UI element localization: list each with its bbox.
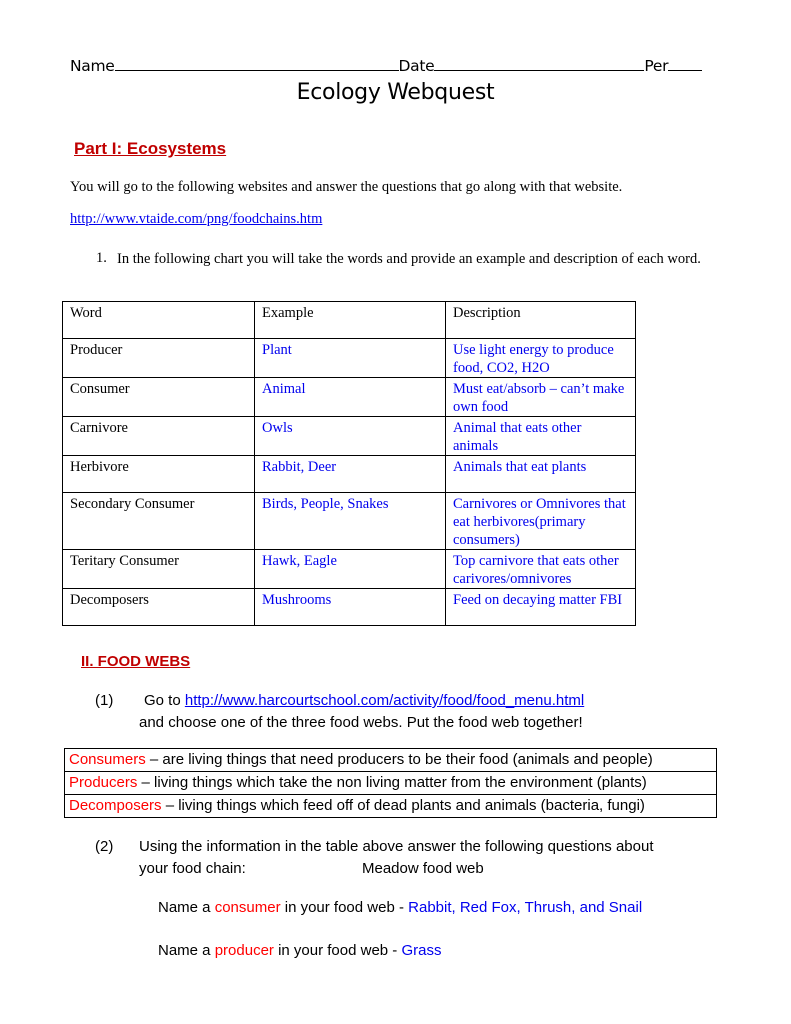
item-2-number: (2)	[95, 838, 114, 855]
example-cell[interactable]: Plant	[255, 339, 446, 378]
definition-term: Decomposers	[69, 797, 162, 814]
table-row	[63, 339, 636, 378]
harcourt-link[interactable]: http://www.harcourtschool.com/activity/food/food_menu.html	[184, 692, 585, 709]
question-1-number: 1.	[96, 250, 107, 266]
description-cell[interactable]: Top carnivore that eats other carivores/omnivores	[446, 550, 636, 589]
question-1-text: In the following chart you will take the words and provide an example and description of each word.	[117, 251, 701, 267]
description-cell[interactable]: Feed on decaying matter FBI	[446, 589, 636, 626]
part2-heading: II. FOOD WEBS	[81, 653, 191, 670]
description-cell[interactable]: Animal that eats other animals	[446, 417, 636, 456]
example-cell[interactable]: Animal	[255, 378, 446, 417]
description-cell[interactable]: Animals that eat plants	[446, 456, 636, 493]
food-web-name: Meadow food web	[362, 860, 484, 877]
table-row	[63, 493, 636, 550]
terms-table	[62, 301, 636, 626]
consumer-answer-line	[158, 899, 642, 916]
item-1-prefix: Go to	[144, 692, 185, 709]
example-cell[interactable]: Rabbit, Deer	[255, 456, 446, 493]
header-line	[70, 56, 702, 75]
part1-heading: Part I: Ecosystems	[74, 139, 227, 158]
table-row	[63, 417, 636, 456]
description-cell[interactable]: Use light energy to produce food, CO2, H2O	[446, 339, 636, 378]
answer-prefix: Name a	[158, 942, 215, 959]
definition-text: – are living things that need producers to be their food (animals and people)	[145, 751, 653, 768]
date-blank[interactable]	[434, 56, 644, 71]
page-title: Ecology Webquest	[296, 80, 495, 105]
word-cell: Secondary Consumer	[63, 493, 255, 550]
table-row	[63, 589, 636, 626]
item-1-number: (1)	[95, 692, 114, 709]
producer-answer-line	[158, 942, 442, 959]
definition-term: Producers	[69, 774, 138, 791]
example-cell[interactable]: Birds, People, Snakes	[255, 493, 446, 550]
word-cell: Teritary Consumer	[63, 550, 255, 589]
definition-row	[64, 772, 717, 795]
definition-term: Consumers	[69, 751, 146, 768]
name-label: Name	[70, 57, 115, 75]
header-description: Description	[446, 302, 636, 339]
table-row	[63, 550, 636, 589]
per-blank[interactable]	[668, 56, 702, 71]
example-cell[interactable]: Owls	[255, 417, 446, 456]
consumer-answer[interactable]: Rabbit, Red Fox, Thrush, and Snail	[408, 899, 643, 916]
word-cell: Carnivore	[63, 417, 255, 456]
table-header-row	[63, 302, 636, 339]
answer-middle: in your food web -	[280, 899, 409, 916]
definitions-box	[64, 748, 717, 818]
word-cell: Decomposers	[63, 589, 255, 626]
intro-text: You will go to the following websites and answer the questions that go along with that website.	[70, 179, 623, 195]
answer-middle: in your food web -	[273, 942, 402, 959]
producer-answer[interactable]: Grass	[401, 942, 442, 959]
definition-row	[64, 748, 717, 772]
table-row	[63, 378, 636, 417]
answer-prefix: Name a	[158, 899, 215, 916]
item-1-line-1	[144, 692, 584, 709]
per-label: Per	[644, 57, 669, 75]
foodchains-link[interactable]: http://www.vtaide.com/png/foodchains.htm	[70, 211, 323, 227]
answer-keyword: producer	[214, 942, 274, 959]
definition-row	[64, 795, 717, 818]
definition-text: – living things which take the non living matter from the environment (plants)	[137, 774, 647, 791]
name-blank[interactable]	[115, 56, 399, 71]
word-cell: Consumer	[63, 378, 255, 417]
word-cell: Producer	[63, 339, 255, 378]
item-2-line-2: your food chain:	[139, 860, 246, 877]
item-1-line-2: and choose one of the three food webs. Put the food web together!	[139, 714, 583, 731]
header-example: Example	[255, 302, 446, 339]
definition-text: – living things which feed off of dead plants and animals (bacteria, fungi)	[161, 797, 645, 814]
date-label: Date	[398, 57, 435, 75]
example-cell[interactable]: Mushrooms	[255, 589, 446, 626]
word-cell: Herbivore	[63, 456, 255, 493]
description-cell[interactable]: Must eat/absorb – can’t make own food	[446, 378, 636, 417]
answer-keyword: consumer	[214, 899, 281, 916]
table-row	[63, 456, 636, 493]
item-2-line-1: Using the information in the table above answer the following questions about	[139, 838, 654, 855]
example-cell[interactable]: Hawk, Eagle	[255, 550, 446, 589]
description-cell[interactable]: Carnivores or Omnivores that eat herbivores(primary consumers)	[446, 493, 636, 550]
header-word: Word	[63, 302, 255, 339]
